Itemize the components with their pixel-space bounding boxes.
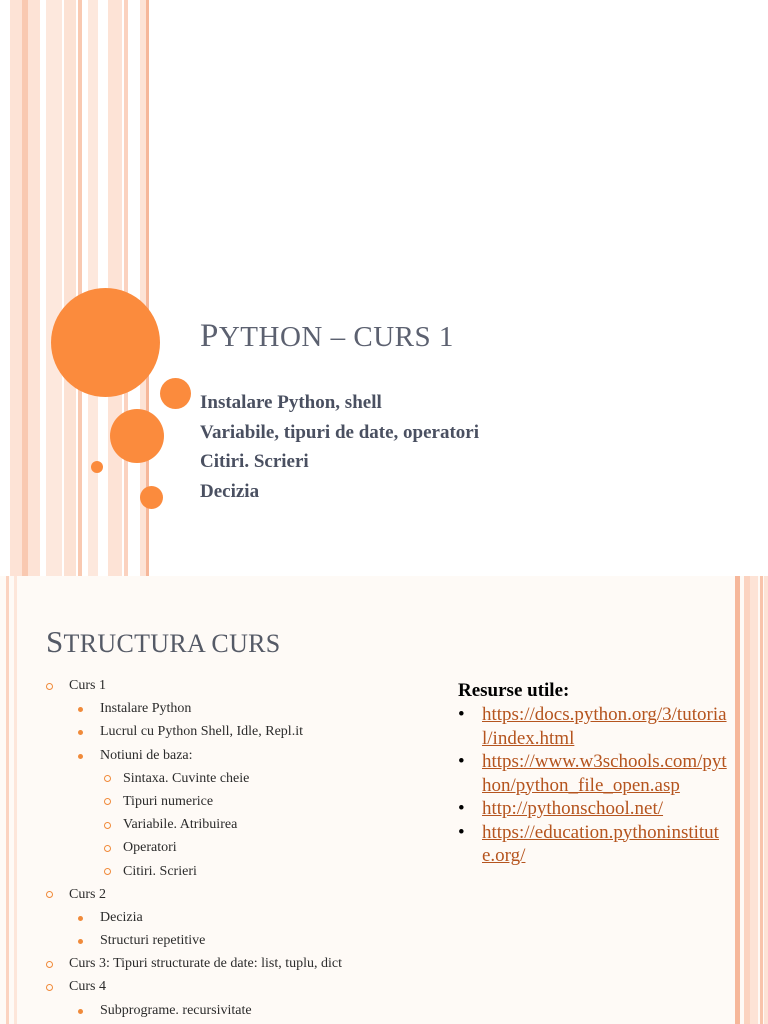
decorative-circle-tiny [91, 461, 103, 473]
dot-bullet-icon [78, 939, 83, 944]
decorative-stripes [0, 0, 150, 576]
resource-item [458, 750, 728, 797]
outline-item: Decizia [46, 906, 342, 929]
subtitle-line: Citiri. Scrieri [200, 451, 309, 472]
decorative-circle-small [160, 378, 191, 409]
bullet-icon: • [458, 704, 465, 725]
resources-heading: Resurse utile: [458, 680, 570, 701]
subtitle-line: Variabile, tipuri de date, operatori [200, 421, 479, 443]
ring-bullet-icon [104, 845, 111, 852]
outline-item: Tipuri numerice [46, 790, 342, 813]
outline-item: Citiri. Scrieri [46, 860, 342, 883]
resource-link-pythoninstitute[interactable]: https://education.pythoninstitute.org/ [482, 821, 719, 866]
ring-bullet-icon [104, 868, 111, 875]
decorative-circle-small-2 [140, 486, 163, 509]
resources-list [458, 703, 728, 868]
outline-item: Curs 2 [46, 883, 342, 906]
ring-bullet-icon [104, 822, 111, 829]
ring-bullet-icon [46, 891, 53, 898]
resource-item [458, 821, 728, 868]
resource-link-pythonschool[interactable]: http://pythonschool.net/ [482, 798, 664, 819]
outline-item: Notiuni de baza: [46, 744, 342, 767]
slide-subtitle-list [200, 388, 479, 506]
outline-item: Structuri repetitive [46, 929, 342, 952]
outline-item: Curs 1 [46, 674, 342, 697]
decorative-circle-medium [110, 409, 164, 463]
resource-item [458, 703, 728, 750]
bullet-icon: • [458, 798, 465, 819]
ring-bullet-icon [46, 984, 53, 991]
outline-item: Curs 4 [46, 975, 342, 998]
course-outline [46, 674, 342, 1022]
bullet-icon: • [458, 821, 465, 843]
resource-item [458, 797, 728, 821]
structure-slide [0, 576, 768, 1024]
dot-bullet-icon [78, 754, 83, 759]
outline-item: Sintaxa. Cuvinte cheie [46, 767, 342, 790]
outline-item: Variabile. Atribuirea [46, 813, 342, 836]
ring-bullet-icon [104, 775, 111, 782]
resource-link-python-docs[interactable]: https://docs.python.org/3/tutorial/index.html [482, 704, 727, 749]
outline-item: Lucrul cu Python Shell, Idle, Repl.it [46, 720, 342, 743]
subtitle-line: Instalare Python, shell [200, 392, 382, 413]
dot-bullet-icon [78, 707, 83, 712]
dot-bullet-icon [78, 916, 83, 921]
ring-bullet-icon [46, 961, 53, 968]
outline-item: Curs 3: Tipuri structurate de date: list, tuplu, dict [46, 952, 342, 975]
subtitle-line: Decizia [200, 480, 260, 502]
decorative-circle-large [51, 288, 160, 397]
ring-bullet-icon [46, 683, 53, 690]
ring-bullet-icon [104, 798, 111, 805]
slide-title: STRUCTURA CURS [46, 624, 281, 659]
outline-item: Instalare Python [46, 697, 342, 720]
bullet-icon: • [458, 751, 465, 772]
resource-link-w3schools[interactable]: https://www.w3schools.com/python/python_file_open.asp [482, 751, 727, 796]
outline-item: Operatori [46, 836, 342, 859]
dot-bullet-icon [78, 730, 83, 735]
outline-item: Subprograme. recursivitate [46, 999, 342, 1022]
slide-title: PYTHON – CURS 1 [200, 318, 454, 354]
dot-bullet-icon [78, 1009, 83, 1014]
